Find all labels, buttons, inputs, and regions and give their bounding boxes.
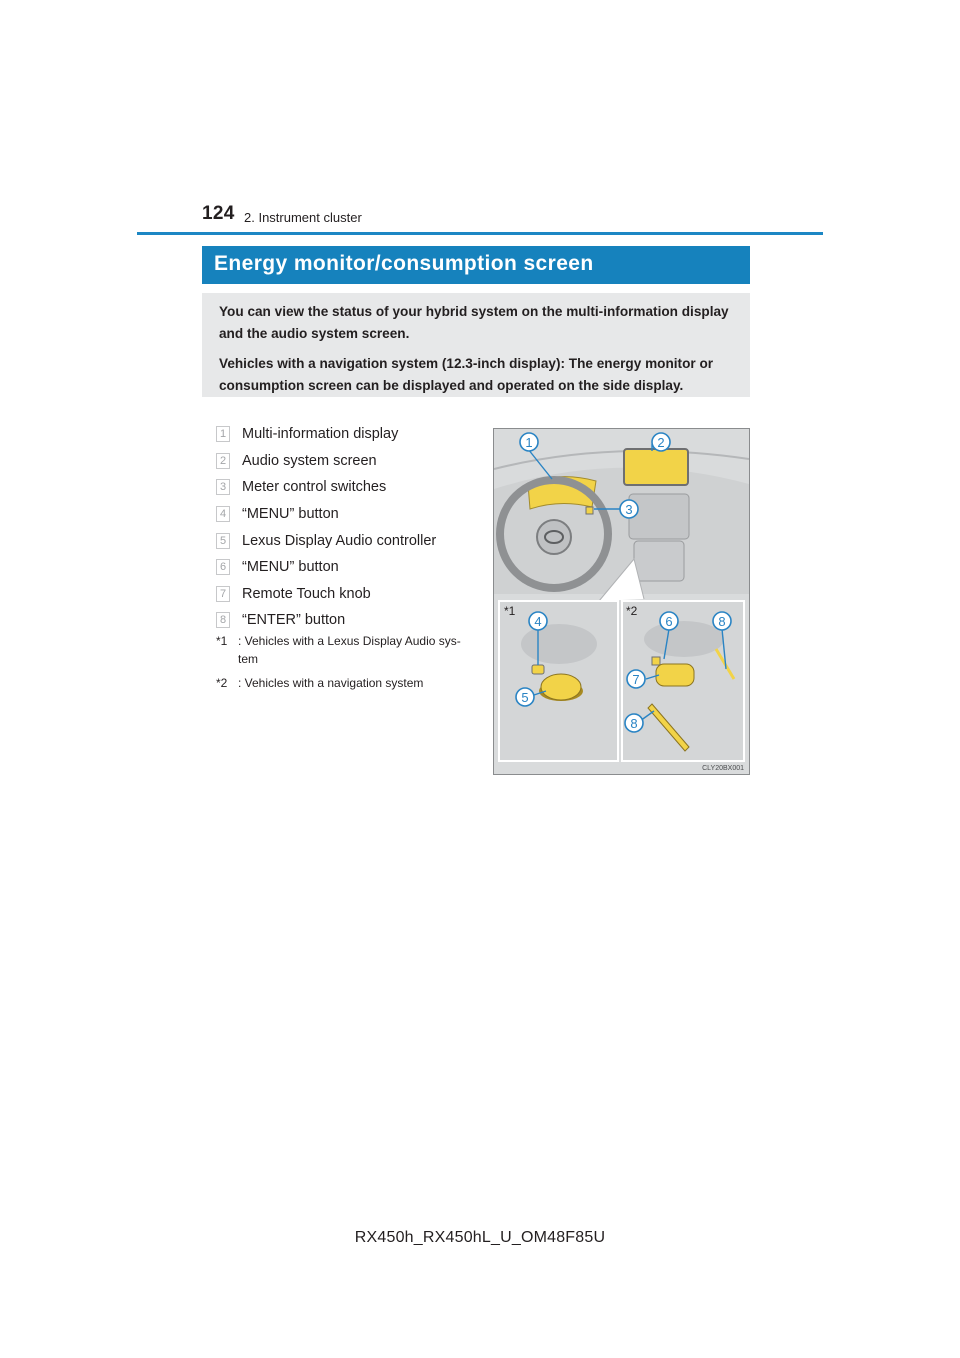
legend-label: Meter control switches [242,479,387,496]
number-box-icon: 8 [216,612,230,628]
running-head: 2. Instrument cluster [244,210,362,225]
footnote-mark: *2 [216,676,228,690]
legend-label: “ENTER” button [242,612,346,629]
legend-item [216,581,486,608]
audio-controller-highlight [541,674,581,700]
legend-label: “MENU” button [242,506,339,523]
legend-label: “MENU” button [242,559,339,576]
callout-number: 8 [630,716,638,731]
legend-label: Remote Touch knob [242,585,371,602]
menu-button-right-highlight [652,657,660,665]
footnote-text: : Vehicles with a navigation system [238,676,424,690]
number-box-icon: 6 [216,559,230,575]
header-rule [137,232,823,235]
legend-label: Audio system screen [242,452,377,469]
cup-holder-left [521,624,597,664]
callout-number: 2 [657,435,665,450]
cup-holder-right [644,621,724,657]
menu-button-left-highlight [532,665,544,674]
intro-box [202,293,750,397]
figure-code: CLY20BX001 [702,765,744,772]
page-number: 124 [202,203,235,224]
callout-number: 3 [625,502,633,517]
legend-item [216,554,486,581]
legend-item [216,501,486,528]
intro-paragraph-2: Vehicles with a navigation system (12.3-inch display): The energy monitor or consumption screen can be displayed and operated on the side display. [219,356,714,393]
callout-2 [652,433,670,451]
footnote [216,632,478,668]
legend-item [216,448,486,475]
number-box-icon: 1 [216,426,230,442]
number-box-icon: 7 [216,586,230,602]
callout-5 [516,688,534,706]
callout-6 [660,612,678,630]
callout-1 [520,433,538,451]
callout-number: 8 [718,614,726,629]
callout-number: 6 [665,614,673,629]
legend-list [216,421,486,634]
callout-number: 7 [632,672,640,687]
callout-4 [529,612,547,630]
footnote-text: : Vehicles with a Lexus Display Audio sys-tem [238,634,461,666]
number-box-icon: 5 [216,533,230,549]
callout-8b [713,612,731,630]
legend-item [216,474,486,501]
number-box-icon: 3 [216,479,230,495]
climate-panel [634,541,684,581]
callout-number: 4 [534,614,542,629]
meter-switch-highlight [586,507,593,514]
audio-screen-highlight [624,449,688,485]
footnotes [216,632,478,698]
callout-8a [625,714,643,732]
number-box-icon: 2 [216,453,230,469]
number-box-icon: 4 [216,506,230,522]
legend-label: Multi-information display [242,426,399,443]
inset-label-left: *1 [504,604,516,618]
center-stack [629,494,689,539]
section-banner: Energy monitor/consumption screen [202,246,750,284]
legend-item [216,527,486,554]
dashboard-drawing [494,429,749,774]
legend-label: Lexus Display Audio controller [242,532,437,549]
callout-3 [620,500,638,518]
callout-number: 5 [521,690,529,705]
dashboard-illustration [493,428,750,775]
legend-item [216,607,486,634]
callout-7 [627,670,645,688]
footnote-mark: *1 [216,634,228,648]
remote-touch-highlight [656,664,694,686]
intro-paragraph-1: You can view the status of your hybrid system on the multi-information display and the audio system screen. [219,304,729,341]
footnote [216,674,478,692]
legend-item [216,421,486,448]
footer-model-code: RX450h_RX450hL_U_OM48F85U [354,1229,606,1246]
callout-number: 1 [525,435,533,450]
steering-hub [537,520,571,554]
inset-label-right: *2 [626,604,638,618]
